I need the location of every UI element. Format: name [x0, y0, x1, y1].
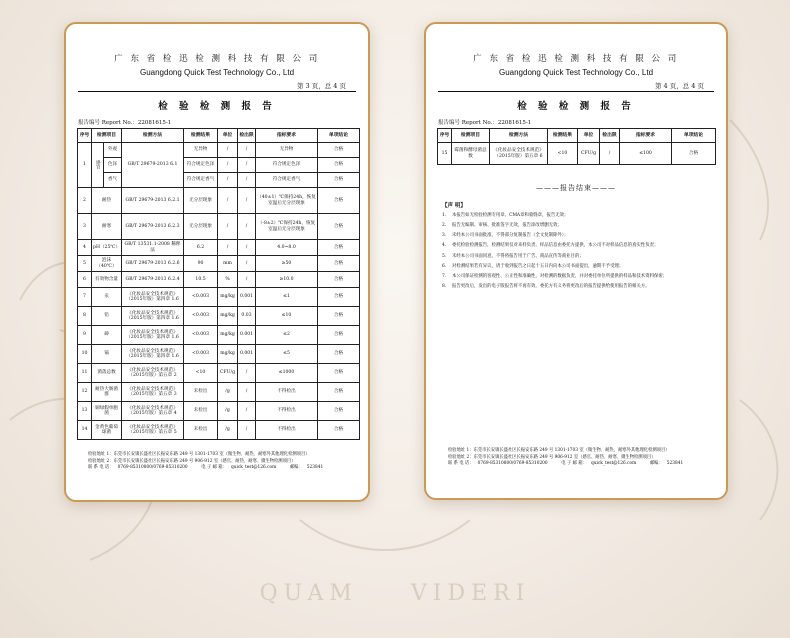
table-row — [78, 326, 360, 345]
table-row — [78, 307, 360, 326]
cell-method: GB/T 13531.1-2008 稀释法 — [122, 240, 184, 256]
company-name-cn: 广 东 省 检 迅 检 测 科 技 有 限 公 司 — [473, 54, 679, 64]
cell-requirement: ≤1 — [256, 288, 318, 307]
cell-unit: / — [218, 173, 238, 188]
cell-no: 13 — [78, 402, 92, 421]
table-row — [78, 272, 360, 288]
cell-item: 汞 — [92, 288, 122, 307]
address-2: 检验地址 2：东莞市长安镇长盛社区长振安东路 249 号 906-912 室（感官、耐热、耐寒、微生物检测项目） — [448, 454, 656, 460]
cell-result: 无分层现象 — [184, 188, 218, 214]
cell-item: pH（25℃） — [92, 240, 122, 256]
cell-requirement: （-8±2）℃保持24h，恢复室温后无分层现象 — [256, 214, 318, 240]
header-cell: 指标要求 — [256, 129, 318, 143]
report-end-marker: ———报告结束——— — [536, 184, 616, 192]
cell-unit: /g — [218, 421, 238, 440]
cell-unit: CFU/g — [578, 143, 600, 165]
cell-result: <0.003 — [184, 326, 218, 345]
cell-requirement: ≤1000 — [256, 364, 318, 383]
report-title: 检 验 检 测 报 告 — [158, 101, 276, 112]
cell-requirement: ≤5 — [256, 345, 318, 364]
company-name-en: Guangdong Quick Test Technology Co., Ltd — [498, 68, 654, 77]
declaration-text: 报告无编制、审核、批准签字无效，报告涂改增删无效； — [452, 223, 562, 229]
cell-conclusion: 合格 — [318, 158, 360, 173]
page-number: 第 4 页，总 4 页 — [438, 81, 714, 92]
cell-result: 6.2 — [184, 240, 218, 256]
cell-item: 霉菌和酵母菌总数 — [452, 143, 490, 165]
cell-limit: / — [600, 143, 620, 165]
cell-conclusion: 合格 — [318, 143, 360, 158]
cell-conclusion: 合格 — [318, 383, 360, 402]
cell-method: GB/T 29679-2013 6.1 — [122, 143, 184, 188]
cell-no: 15 — [438, 143, 452, 165]
declaration-number: 3. — [442, 233, 447, 239]
cell-method: 《化妆品安全技术规范》（2015年版）第五章 3 — [122, 383, 184, 402]
cell-unit: / — [218, 143, 238, 158]
cell-conclusion: 合格 — [318, 364, 360, 383]
cell-item: 感官 — [92, 143, 104, 188]
declaration-number: 1. — [442, 213, 447, 218]
cell-no: 1 — [78, 143, 92, 188]
table-row — [78, 214, 360, 240]
table-header-row — [78, 129, 360, 143]
cell-limit: / — [238, 364, 256, 383]
motto-text: QUAM VIDERI — [259, 581, 531, 606]
header-cell: 序号 — [438, 129, 452, 143]
declaration-item — [442, 272, 712, 282]
report-page-4-frame — [424, 22, 728, 500]
cell-limit: 0.001 — [238, 288, 256, 307]
cell-conclusion: 合格 — [318, 288, 360, 307]
table-row — [78, 173, 360, 188]
cell-conclusion: 合格 — [318, 188, 360, 214]
cell-requirement: ≤10 — [256, 307, 318, 326]
cell-method: 《化妆品安全技术规范》（2015年版）第四章 1.6 — [122, 326, 184, 345]
cell-no: 3 — [78, 214, 92, 240]
cell-no: 9 — [78, 326, 92, 345]
header-cell: 检测方法 — [122, 129, 184, 143]
cell-result: <0.003 — [184, 345, 218, 364]
cell-method: 《化妆品安全技术规范》（2015年版）第五章 6 — [490, 143, 548, 165]
cell-result: 符合规定色泽 — [184, 158, 218, 173]
report-number: 报告编号 Report No.：22081615-1 — [438, 120, 532, 126]
declaration-text: 委托检验检测报告，检测结果仅对来样负责，样品信息由委托方提供，本公司不对样品信息的真实性负责； — [452, 243, 659, 249]
cell-limit: / — [238, 402, 256, 421]
cell-item: 菌落总数 — [92, 364, 122, 383]
cell-requirement: ≤100 — [620, 143, 672, 165]
declaration-text: 对检测结果若有异议，请于收到报告之日起十五日内向本公司书面提出，逾期不予受理； — [452, 263, 624, 269]
declaration-text: 本公司保证检测的客观性、公正性和准确性，对检测的数据负责，并对委托单位所提供的样品和技术资料保密； — [452, 273, 668, 279]
report-footer — [448, 448, 712, 468]
cell-item: 有效物含量 — [92, 272, 122, 288]
cell-no: 6 — [78, 272, 92, 288]
cell-method: 《化妆品安全技术规范》（2015年版）第四章 1.6 — [122, 307, 184, 326]
cell-result: 无异物 — [184, 143, 218, 158]
declaration-item — [442, 231, 712, 241]
cell-limit: / — [238, 421, 256, 440]
header-cell: 单项结论 — [672, 129, 716, 143]
report-number: 报告编号 Report No.：22081615-1 — [78, 120, 172, 126]
cell-subitem: 色泽 — [104, 158, 122, 173]
cell-item: 耐寒 — [92, 214, 122, 240]
results-table — [77, 128, 360, 440]
cell-no: 7 — [78, 288, 92, 307]
cell-result: 90 — [184, 256, 218, 272]
cell-requirement: 符合规定香气 — [256, 173, 318, 188]
table-row — [78, 256, 360, 272]
declaration-number: 6. — [442, 263, 447, 269]
cell-method: GB/T 29679-2013 6.2.4 — [122, 272, 184, 288]
cell-limit: / — [238, 240, 256, 256]
report-footer — [88, 452, 354, 472]
results-table — [437, 128, 716, 165]
cell-result: 10.5 — [184, 272, 218, 288]
report-page-3-frame — [64, 22, 370, 502]
cell-no: 11 — [78, 364, 92, 383]
page-number: 第 3 页，总 4 页 — [78, 81, 356, 92]
table-header-row — [438, 129, 716, 143]
table-row — [78, 421, 360, 440]
header-cell: 序号 — [78, 129, 92, 143]
cell-item: 耐热 — [92, 188, 122, 214]
cell-unit: % — [218, 272, 238, 288]
cell-unit: mg/kg — [218, 326, 238, 345]
cell-item: 金黄色葡萄球菌 — [92, 421, 122, 440]
declaration-number: 4. — [442, 243, 447, 249]
cell-limit: 0.03 — [238, 307, 256, 326]
header-cell: 单项结论 — [318, 129, 360, 143]
cell-unit: CFU/g — [218, 364, 238, 383]
table-row — [78, 288, 360, 307]
cell-unit: mm — [218, 256, 238, 272]
cell-unit: / — [218, 158, 238, 173]
cell-conclusion: 合格 — [318, 240, 360, 256]
cell-item: 铅 — [92, 307, 122, 326]
cell-conclusion: 合格 — [672, 143, 716, 165]
cell-no: 12 — [78, 383, 92, 402]
contact-line: 联 系 电 话： 0769-85310800/0769-85310200 电 子 邮 箱： quick_test@126.com 邮编： 523841 — [88, 465, 324, 471]
cell-unit: / — [218, 240, 238, 256]
cell-requirement: ≤2 — [256, 326, 318, 345]
declaration-number: 2. — [442, 223, 447, 229]
cell-no: 5 — [78, 256, 92, 272]
company-name-cn: 广 东 省 检 迅 检 测 科 技 有 限 公 司 — [114, 54, 320, 64]
header-cell: 检出限 — [238, 129, 256, 143]
cell-no: 2 — [78, 188, 92, 214]
cell-unit: mg/kg — [218, 288, 238, 307]
cell-conclusion: 合格 — [318, 345, 360, 364]
cell-limit: / — [238, 143, 256, 158]
contact-line: 联 系 电 话： 0769-85310800/0769-85310200 电 子 邮 箱： quick_test@126.com 邮编： 523841 — [448, 461, 684, 467]
cell-limit: 0.001 — [238, 326, 256, 345]
cell-requirement: ≥10.0 — [256, 272, 318, 288]
cell-limit: 0.001 — [238, 345, 256, 364]
declaration-item — [442, 262, 712, 272]
cell-no: 4 — [78, 240, 92, 256]
table-row — [78, 188, 360, 214]
table-row — [78, 402, 360, 421]
cell-limit: / — [238, 272, 256, 288]
cell-requirement: 符合规定色泽 — [256, 158, 318, 173]
header-cell: 单位 — [218, 129, 238, 143]
declaration-number: 8. — [442, 283, 447, 289]
cell-limit: / — [238, 383, 256, 402]
cell-limit: / — [238, 158, 256, 173]
cell-method: GB/T 29679-2013 6.2.1 — [122, 188, 184, 214]
cell-requirement: 无异物 — [256, 143, 318, 158]
cell-unit: /g — [218, 402, 238, 421]
cell-method: 《化妆品安全技术规范》（2015年版）第五章 2 — [122, 364, 184, 383]
cell-no: 8 — [78, 307, 92, 326]
cell-method: 《化妆品安全技术规范》（2015年版）第五章 5 — [122, 421, 184, 440]
header-cell: 单位 — [578, 129, 600, 143]
cell-result: 未检出 — [184, 383, 218, 402]
header-cell: 检测项目 — [452, 129, 490, 143]
cell-requirement: ≥50 — [256, 256, 318, 272]
declaration-item — [442, 282, 712, 292]
cell-item: 铜绿假单胞菌 — [92, 402, 122, 421]
address-1: 检验地址 1：东莞市长安镇长盛社区长振安东路 249 号 1301-1703 室（微生物、耐热、耐寒外其他理化检测项目） — [88, 452, 310, 457]
cell-conclusion: 合格 — [318, 272, 360, 288]
cell-item: 镉 — [92, 345, 122, 364]
cell-conclusion: 合格 — [318, 256, 360, 272]
header-cell: 检出限 — [600, 129, 620, 143]
cell-limit: / — [238, 188, 256, 214]
declaration-number: 5. — [442, 253, 447, 259]
cell-unit: mg/kg — [218, 345, 238, 364]
cell-method: 《化妆品安全技术规范》（2015年版）第四章 1.6 — [122, 345, 184, 364]
cell-no: 10 — [78, 345, 92, 364]
cell-result: 未检出 — [184, 402, 218, 421]
cell-item: 砷 — [92, 326, 122, 345]
declaration-text: 报告更改后，发出的电子版报告将不再有效，委托方有义务将更改后的报告提供给使用报告的相关方。 — [452, 283, 650, 289]
cell-result: <10 — [184, 364, 218, 383]
report-page-3 — [74, 30, 360, 494]
declaration-item — [442, 252, 712, 262]
cell-requirement: 4.0~8.0 — [256, 240, 318, 256]
table-row — [78, 364, 360, 383]
cell-result: <10 — [548, 143, 578, 165]
table-row — [78, 158, 360, 173]
declaration-item — [442, 241, 712, 251]
cell-conclusion: 合格 — [318, 307, 360, 326]
declaration-title: 【声 明】 — [442, 203, 466, 209]
table-row — [78, 345, 360, 364]
address-2: 检验地址 2：东莞市长安镇长盛社区长振安东路 249 号 906-912 室（感官、耐热、耐寒、微生物检测项目） — [88, 458, 296, 464]
cell-unit: mg/kg — [218, 307, 238, 326]
cell-limit: / — [238, 214, 256, 240]
declaration-text: 未经本公司书面批准，不得部分复制报告（全文复制除外）； — [452, 233, 569, 239]
cell-unit: /g — [218, 383, 238, 402]
cell-result: 未检出 — [184, 421, 218, 440]
cell-conclusion: 合格 — [318, 326, 360, 345]
cell-unit: / — [218, 188, 238, 214]
cell-requirement: （40±1）℃保持24h，恢复室温后无分层现象 — [256, 188, 318, 214]
header-cell: 指标要求 — [620, 129, 672, 143]
cell-subitem: 香气 — [104, 173, 122, 188]
cell-requirement: 不得检出 — [256, 383, 318, 402]
cell-conclusion: 合格 — [318, 421, 360, 440]
cell-limit: / — [238, 256, 256, 272]
company-name-en: Guangdong Quick Test Technology Co., Ltd — [139, 68, 295, 77]
table-row — [78, 143, 360, 158]
report-page-4 — [434, 30, 718, 492]
header-cell: 检测结果 — [548, 129, 578, 143]
cell-requirement: 不得检出 — [256, 421, 318, 440]
table-row — [78, 383, 360, 402]
declaration-list — [442, 211, 712, 292]
declaration-text: 本报告如无检验检测专用章、CMA章和骑缝章，报告无效； — [452, 213, 569, 218]
cell-result: 符合规定香气 — [184, 173, 218, 188]
cell-method: GB/T 29679-2013 6.2.3 — [122, 214, 184, 240]
declaration-text: 未经本公司书面同意，不得将报告用于广告、商品宣传等商业目的； — [452, 253, 584, 259]
cell-conclusion: 合格 — [318, 214, 360, 240]
cell-conclusion: 合格 — [318, 402, 360, 421]
cell-limit: / — [238, 173, 256, 188]
cell-no: 14 — [78, 421, 92, 440]
cell-result: <0.003 — [184, 288, 218, 307]
table-row — [438, 143, 716, 165]
declaration-item — [442, 221, 712, 231]
cell-subitem: 外观 — [104, 143, 122, 158]
table-row — [78, 240, 360, 256]
cell-result: 无分层现象 — [184, 214, 218, 240]
cell-method: GB/T 29679-2013 6.2.6 — [122, 256, 184, 272]
cell-method: 《化妆品安全技术规范》（2015年版）第五章 4 — [122, 402, 184, 421]
header-cell: 检测结果 — [184, 129, 218, 143]
cell-result: <0.003 — [184, 307, 218, 326]
header-cell: 检测方法 — [490, 129, 548, 143]
address-1: 检验地址 1：东莞市长安镇长盛社区长振安东路 249 号 1301-1703 室（微生物、耐热、耐寒外其他理化检测项目） — [448, 448, 670, 453]
declaration-item — [442, 211, 712, 221]
cell-conclusion: 合格 — [318, 173, 360, 188]
cell-method: 《化妆品安全技术规范》（2015年版）第四章 1.6 — [122, 288, 184, 307]
cell-item: 耐热大肠菌群 — [92, 383, 122, 402]
header-cell: 检测项目 — [92, 129, 122, 143]
report-title: 检 验 检 测 报 告 — [517, 101, 635, 112]
cell-requirement: 不得检出 — [256, 402, 318, 421]
cell-item: 泡沫（40℃） — [92, 256, 122, 272]
cell-unit: / — [218, 214, 238, 240]
declaration-number: 7. — [442, 273, 447, 279]
